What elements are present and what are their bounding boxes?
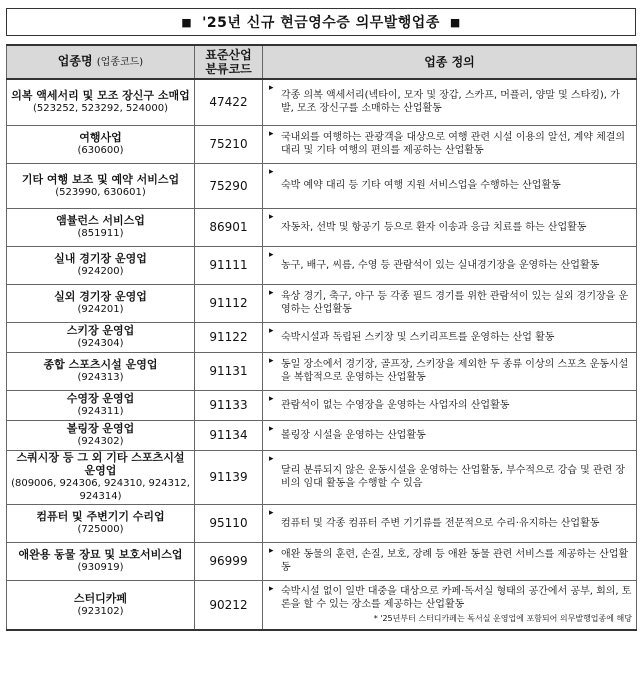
bullet-icon: ▸	[269, 507, 274, 518]
business-name: 수영장 운영업	[66, 392, 135, 405]
standard-code: 91133	[195, 390, 263, 420]
business-name-cell	[7, 450, 195, 504]
business-codes: (930919)	[77, 562, 124, 573]
business-table	[6, 44, 637, 631]
table-header-row	[7, 45, 637, 79]
table-row	[7, 542, 637, 580]
business-name: 실내 경기장 운영업	[54, 252, 147, 265]
standard-code: 75290	[195, 163, 263, 208]
business-name-cell	[7, 125, 195, 163]
table-row	[7, 208, 637, 246]
document-title	[6, 8, 636, 36]
definition-text: 컴퓨터 및 각종 컴퓨터 주변 기기류를 전문적으로 수리·유지하는 산업활동	[281, 517, 600, 529]
header-standard-code: 표준산업 분류코드	[195, 45, 263, 79]
business-name: 볼링장 운영업	[66, 422, 135, 435]
bullet-icon: ▸	[269, 545, 274, 556]
business-name-cell	[7, 390, 195, 420]
definition-text: 육상 경기, 축구, 야구 등 각종 필드 경기를 위한 관람석이 있는 실외 경기장을 운영하는 산업활동	[281, 291, 629, 315]
definition-cell	[263, 284, 637, 322]
bullet-icon: ▸	[269, 166, 274, 177]
business-name: 스쿼시장 등 그 외 기타 스포츠시설 운영업	[16, 451, 185, 477]
definition-cell	[263, 163, 637, 208]
definition-cell	[263, 420, 637, 450]
bullet-icon: ▸	[269, 249, 274, 260]
definition-cell	[263, 504, 637, 542]
business-name-cell	[7, 163, 195, 208]
standard-code: 91112	[195, 284, 263, 322]
standard-code: 90212	[195, 580, 263, 630]
definition-text: 각종 의복 액세서리(넥타이, 모자 및 장갑, 스카프, 머플러, 양말 및 스타킹), 가발, 모조 장신구를 소매하는 산업활동	[281, 90, 620, 115]
table-row	[7, 580, 637, 630]
business-codes: (523252, 523292, 524000)	[32, 103, 169, 115]
standard-code: 91139	[195, 450, 263, 504]
business-name-cell	[7, 79, 195, 125]
business-name: 기타 여행 보조 및 예약 서비스업	[21, 172, 180, 186]
standard-code: 86901	[195, 208, 263, 246]
definition-text: 숙박 예약 대리 등 기타 여행 지원 서비스업을 수행하는 산업활동	[281, 180, 561, 191]
business-name: 컴퓨터 및 주변기기 수리업	[36, 510, 165, 523]
business-name: 의복 액세서리 및 모조 장신구 소매업	[11, 89, 190, 103]
standard-code: 95110	[195, 504, 263, 542]
business-codes: (924313)	[77, 372, 124, 383]
bullet-icon: ▸	[269, 325, 274, 336]
business-name-cell	[7, 208, 195, 246]
business-codes: (924200)	[77, 266, 124, 277]
business-codes: (523990, 630601)	[55, 186, 146, 198]
business-name-cell	[7, 542, 195, 580]
business-codes: (924311)	[77, 406, 124, 417]
business-name-cell	[7, 322, 195, 352]
table-row	[7, 420, 637, 450]
business-name: 실외 경기장 운영업	[54, 290, 147, 303]
definition-text: 관람석이 없는 수영장을 운영하는 사업자의 산업활동	[281, 399, 510, 411]
definition-text: 국내외를 여행하는 관광객을 대상으로 여행 관련 시설 이용의 알선, 계약 체결의 대리 및 기타 여행의 편의를 제공하는 산업활동	[281, 132, 626, 156]
definition-text: 자동차, 선박 및 항공기 등으로 환자 이송과 응급 치료를 하는 산업활동	[281, 221, 587, 233]
business-name: 여행사업	[79, 131, 122, 144]
definition-text: 달리 분류되지 않은 운동시설을 운영하는 산업활동, 부수적으로 강습 및 관련 장비의 임대 활동을 수행할 수 있음	[281, 465, 626, 489]
table-row	[7, 322, 637, 352]
title-text: '25년 신규 현금영수증 의무발행업종	[202, 15, 440, 31]
standard-code: 91131	[195, 352, 263, 390]
standard-code: 91122	[195, 322, 263, 352]
table-row	[7, 352, 637, 390]
footnote: * '25년부터 스터디카페는 독서실 운영업에 포함되어 의무발행업종에 해당	[373, 614, 632, 624]
business-name: 앰뷸런스 서비스업	[56, 214, 145, 227]
definition-text: 숙박시설과 독립된 스키장 및 스키리프트를 운영하는 산업 활동	[281, 331, 555, 343]
business-name-cell	[7, 504, 195, 542]
business-codes: (809006, 924306, 924310, 924312, 924314)	[11, 478, 190, 502]
business-name: 스터디카페	[73, 591, 128, 605]
definition-cell	[263, 125, 637, 163]
definition-cell	[263, 79, 637, 125]
business-name-cell	[7, 352, 195, 390]
header-business-name: 업종명 (업종코드)	[7, 45, 195, 79]
definition-text: 애완 동물의 훈련, 손질, 보호, 장례 등 애완 동물 관련 서비스를 제공하는 산업활동	[281, 549, 629, 573]
business-codes: (923102)	[77, 605, 124, 617]
definition-cell	[263, 390, 637, 420]
definition-cell	[263, 322, 637, 352]
business-name: 스키장 운영업	[66, 324, 135, 337]
standard-code: 96999	[195, 542, 263, 580]
bullet-icon: ▸	[269, 423, 274, 434]
table-row	[7, 163, 637, 208]
business-name-cell	[7, 580, 195, 630]
table-row	[7, 125, 637, 163]
table-row	[7, 504, 637, 542]
bullet-icon: ▸	[269, 211, 274, 222]
bullet-icon: ▸	[269, 355, 274, 366]
standard-code: 75210	[195, 125, 263, 163]
business-codes: (924302)	[77, 436, 124, 447]
business-codes: (725000)	[77, 524, 124, 535]
table-row	[7, 284, 637, 322]
bullet-icon: ▸	[269, 393, 274, 404]
table-row	[7, 246, 637, 284]
bullet-icon: ▸	[269, 83, 274, 93]
table-row	[7, 79, 637, 125]
standard-code: 47422	[195, 79, 263, 125]
business-codes: (924201)	[77, 304, 124, 315]
header-definition: 업종 정의	[263, 45, 637, 79]
title-mark-left: ■	[181, 15, 193, 29]
table-row	[7, 450, 637, 504]
business-codes: (851911)	[77, 228, 124, 239]
standard-code: 91111	[195, 246, 263, 284]
business-name-cell	[7, 246, 195, 284]
definition-cell	[263, 208, 637, 246]
business-codes: (630600)	[77, 145, 124, 156]
business-name: 애완용 동물 장묘 및 보호서비스업	[18, 548, 183, 561]
business-name-cell	[7, 420, 195, 450]
definition-text: 동일 장소에서 경기장, 골프장, 스키장을 제외한 두 종류 이상의 스포츠 운동시설을 복합적으로 운영하는 산업활동	[281, 359, 629, 383]
bullet-icon: ▸	[269, 453, 274, 464]
bullet-icon: ▸	[269, 583, 274, 594]
table-row	[7, 390, 637, 420]
title-mark-right: ■	[449, 15, 461, 29]
definition-cell	[263, 352, 637, 390]
definition-cell	[263, 542, 637, 580]
bullet-icon: ▸	[269, 287, 274, 298]
definition-cell	[263, 580, 637, 630]
bullet-icon: ▸	[269, 128, 274, 139]
definition-text: 볼링장 시설을 운영하는 산업활동	[281, 429, 426, 441]
definition-cell	[263, 246, 637, 284]
definition-text: 농구, 배구, 씨름, 수영 등 관람석이 있는 실내경기장을 운영하는 산업활동	[281, 259, 600, 271]
business-name-cell	[7, 284, 195, 322]
business-name: 종합 스포츠시설 운영업	[43, 358, 158, 371]
standard-code: 91134	[195, 420, 263, 450]
definition-text: 숙박시설 없이 일반 대중을 대상으로 카페·독서실 형태의 공간에서 공부, 회의, 토론을 할 수 있는 장소를 제공하는 산업활동	[281, 586, 632, 611]
business-codes: (924304)	[77, 338, 124, 349]
definition-cell	[263, 450, 637, 504]
